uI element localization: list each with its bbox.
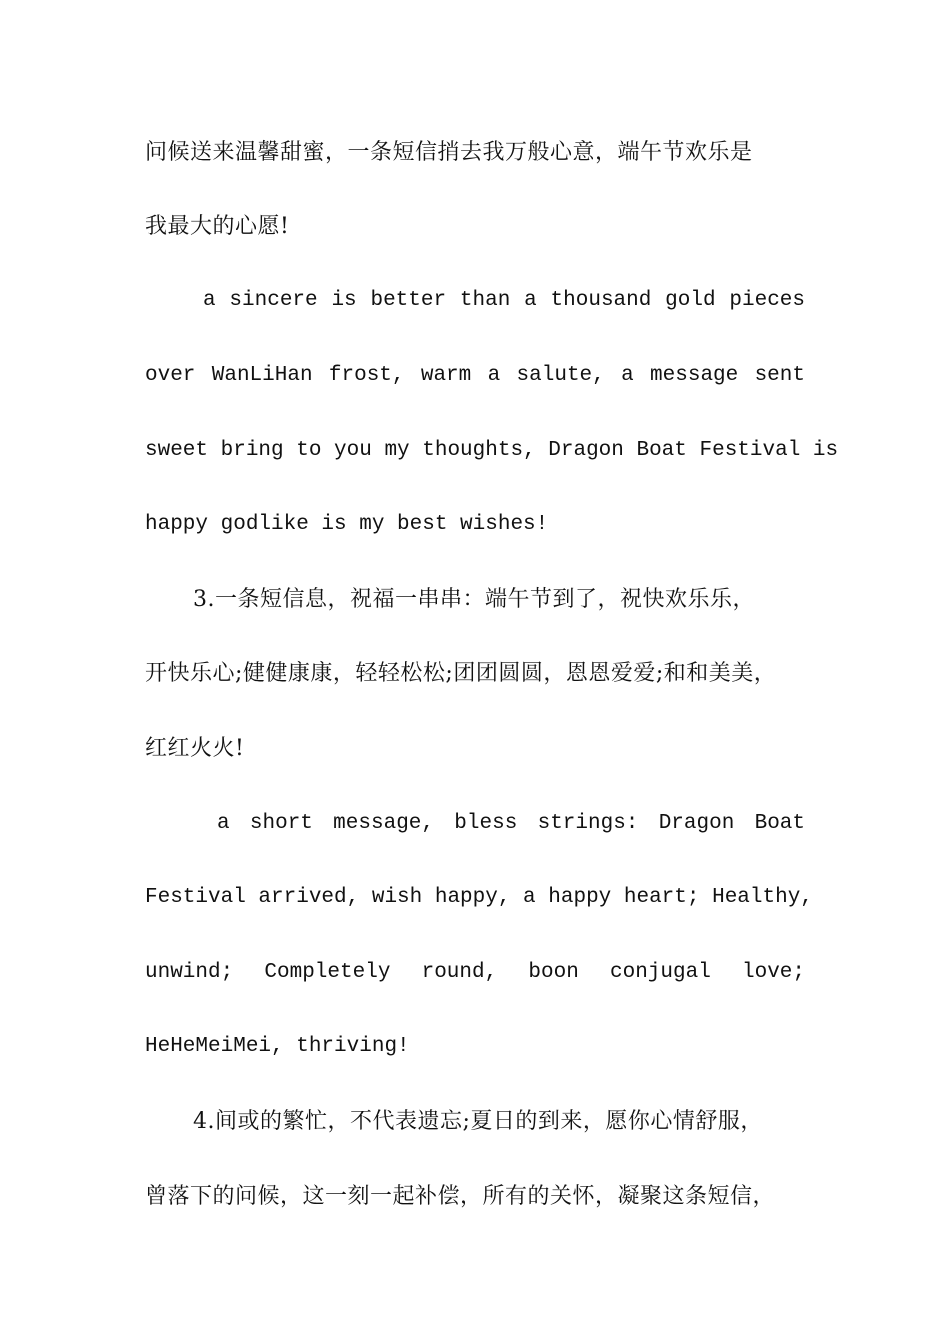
- text-line-5: sweet bring to you my thoughts, Dragon Boat Festival is: [145, 439, 839, 462]
- text-line-9: 红红火火!: [145, 736, 245, 761]
- text-line-12: unwind; Completely round, boon conjugal love;: [145, 961, 805, 984]
- text-line-1: 问候送来温馨甜蜜，一条短信捎去我万般心意，端午节欢乐是: [145, 140, 753, 165]
- text-line-11: Festival arrived, wish happy, a happy heart; Healthy,: [145, 886, 813, 909]
- text-line-13: HeHeMeiMei, thriving!: [145, 1035, 410, 1058]
- text-line-2: 我最大的心愿!: [145, 214, 290, 239]
- text-line-10: a short message, bless strings: Dragon Boat: [217, 812, 805, 835]
- text-line-15: 曾落下的问候，这一刻一起补偿，所有的关怀，凝聚这条短信，: [145, 1184, 776, 1209]
- text-line-4: over WanLiHan frost, warm a salute, a message sent: [145, 364, 805, 387]
- text-line-14: 4.间或的繁忙，不代表遗忘;夏日的到来，愿你心情舒服，: [193, 1109, 763, 1134]
- text-line-8: 开快乐心;健健康康，轻轻松松;团团圆圆，恩恩爱爱;和和美美，: [145, 661, 777, 686]
- text-line-6: happy godlike is my best wishes!: [145, 513, 549, 536]
- text-line-3: a sincere is better than a thousand gold pieces: [203, 289, 805, 312]
- text-line-7: 3.一条短信息，祝福一串串：端午节到了，祝快欢乐乐，: [193, 587, 755, 612]
